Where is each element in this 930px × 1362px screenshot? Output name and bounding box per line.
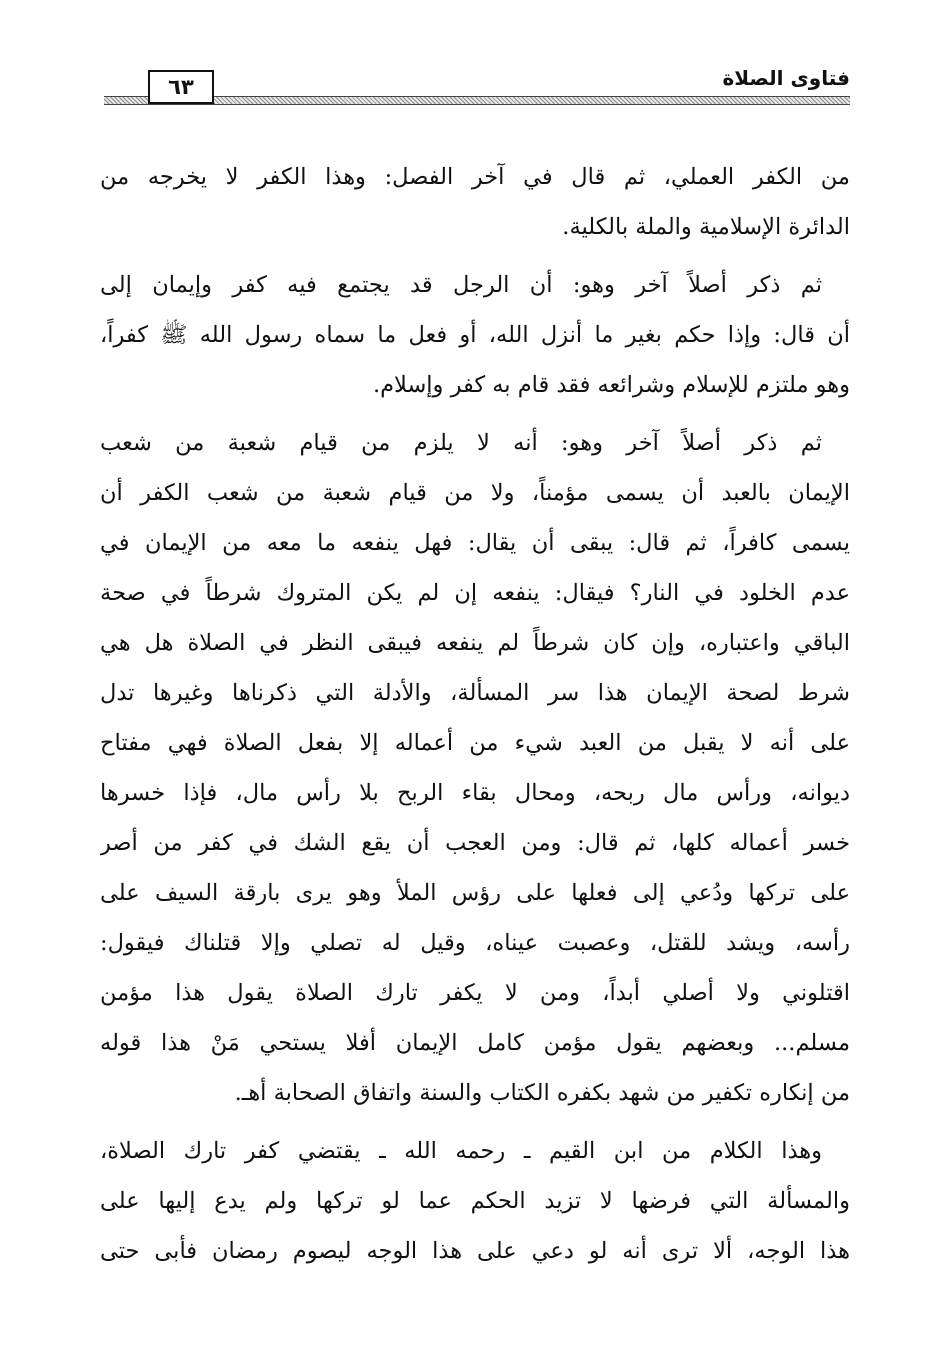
- text-line: ثم ذكر أصلاً آخر وهو: أنه لا يلزم من قيام شعبة من شعب: [100, 430, 822, 456]
- text-line: من إنكاره تكفير من شهد بكفره الكتاب والسنة واتفاق الصحابة أهـ.: [234, 1080, 850, 1106]
- text-line: على أنه لا يقبل من العبد شيء من أعماله إلا بفعل الصلاة فهي مفتاح: [100, 730, 850, 756]
- text-line: مسلم... وبعضهم يقول مؤمن كامل الإيمان أفلا يستحي مَنْ هذا قوله: [100, 1030, 850, 1056]
- page-number: ٦٣: [148, 70, 214, 104]
- text-line: الدائرة الإسلامية والملة بالكلية.: [562, 214, 850, 240]
- text-line: هذا الوجه، ألا ترى أنه لو دعي على هذا الوجه ليصوم رمضان فأبى حتى: [100, 1238, 850, 1264]
- paragraph-3: [100, 418, 850, 1118]
- body-text: [100, 152, 850, 1284]
- text-line: اقتلوني ولا أصلي أبداً، ومن لا يكفر تارك الصلاة يقول هذا مؤمن: [100, 980, 850, 1006]
- text-line: الباقي واعتباره، وإن كان شرطاً لم ينفعه فيبقى النظر في الصلاة هل هي: [100, 630, 850, 656]
- text-line: عدم الخلود في النار؟ فيقال: ينفعه إن لم يكن المتروك شرطاً في صحة: [100, 580, 850, 606]
- header-rule: [104, 96, 850, 105]
- text-line: خسر أعماله كلها، ثم قال: ومن العجب أن يقع الشك في كفر من أصر: [100, 830, 850, 856]
- text-line: أن قال: وإذا حكم بغير ما أنزل الله، أو فعل ما سماه رسول الله ﷺ كفراً،: [100, 322, 850, 348]
- text-line: وهو ملتزم للإسلام وشرائعه فقد قام به كفر وإسلام.: [372, 372, 850, 398]
- text-line: الإيمان بالعبد أن يسمى مؤمناً، ولا من قيام شعبة من شعب الكفر أن: [100, 480, 850, 506]
- text-line: من الكفر العملي، ثم قال في آخر الفصل: وهذا الكفر لا يخرجه من: [100, 164, 850, 190]
- book-title: فتاوى الصلاة: [722, 66, 850, 90]
- text-line: على تركها ودُعي إلى فعلها على رؤس الملأ وهو يرى بارقة السيف على: [100, 880, 850, 906]
- text-line: ديوانه، ورأس مال ربحه، ومحال بقاء الربح بلا رأس مال، فإذا خسرها: [100, 780, 850, 806]
- text-line: وهذا الكلام من ابن القيم ـ رحمه الله ـ يقتضي كفر تارك الصلاة،: [100, 1138, 822, 1164]
- text-line: يسمى كافراً، ثم قال: يبقى أن يقال: فهل ينفعه ما معه من الإيمان في: [100, 530, 850, 556]
- text-line: ثم ذكر أصلاً آخر وهو: أن الرجل قد يجتمع فيه كفر وإيمان إلى: [100, 272, 822, 298]
- paragraph-4: [100, 1126, 850, 1276]
- paragraph-2: [100, 260, 850, 410]
- text-line: والمسألة التي فرضها لا تزيد الحكم عما لو تركها ولم يدع إليها على: [100, 1188, 850, 1214]
- text-line: شرط لصحة الإيمان هذا سر المسألة، والأدلة التي ذكرناها وغيرها تدل: [100, 680, 850, 706]
- page-header: [104, 62, 850, 106]
- paragraph-1: [100, 152, 850, 252]
- text-line: رأسه، ويشد للقتل، وعصبت عيناه، وقيل له تصلي وإلا قتلناك فيقول:: [100, 930, 850, 956]
